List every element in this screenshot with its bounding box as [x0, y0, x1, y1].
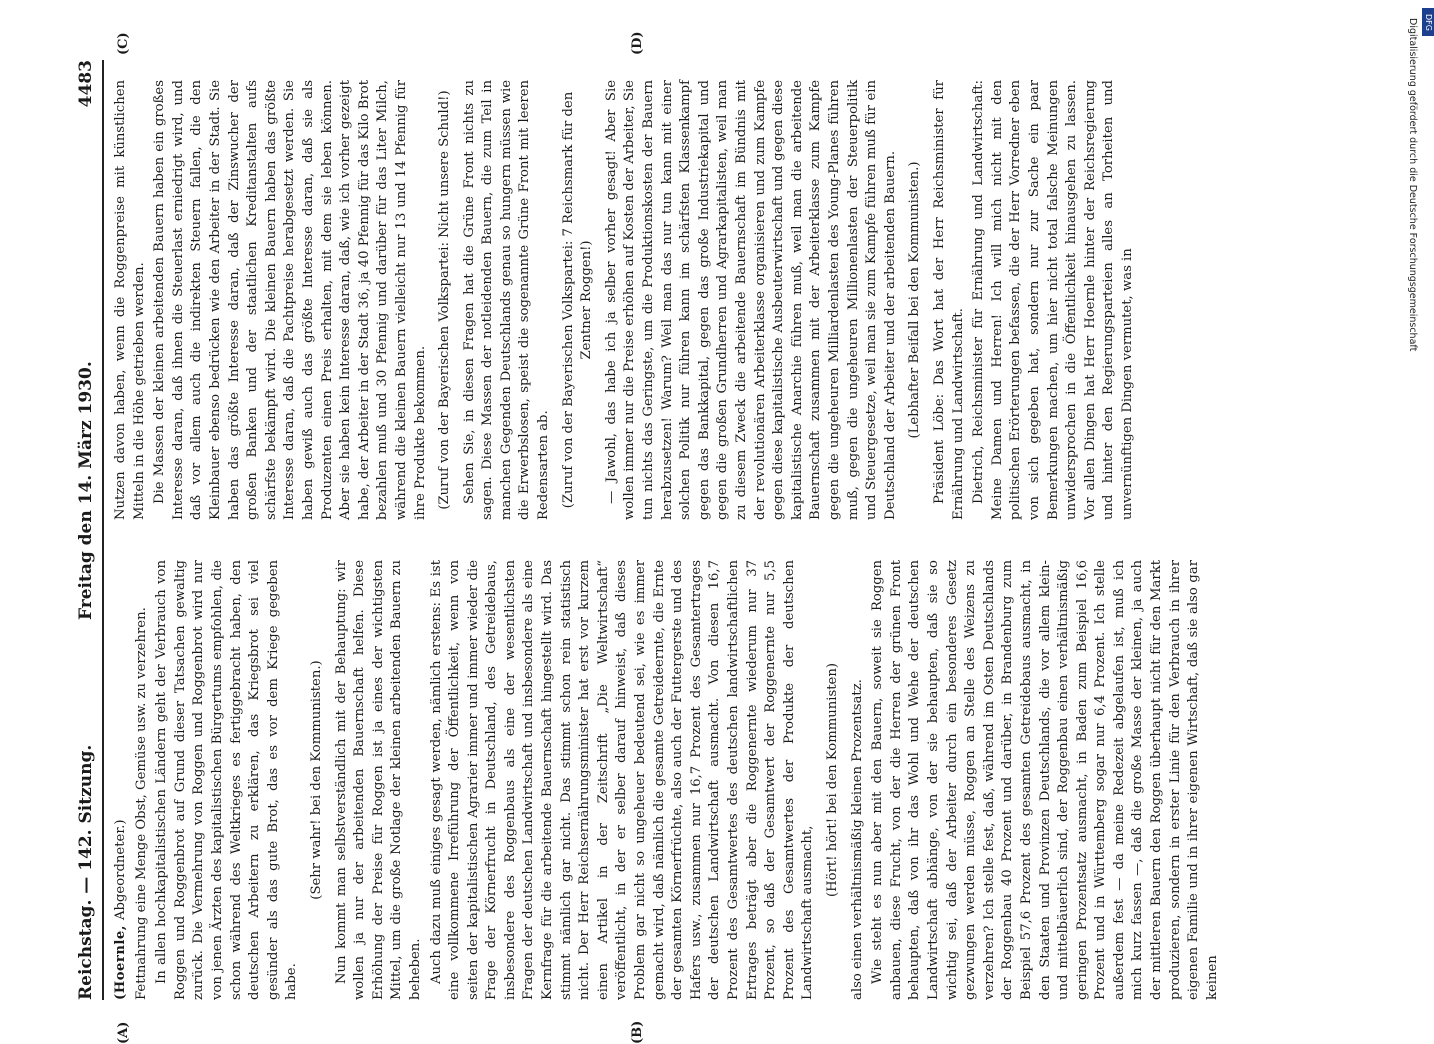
paragraph: Die Massen der kleinen arbeitenden Bauern haben ein großes Interesse daran, daß ihnen die Steuerlast erniedrigt wird, und daß vor allem auch die indirekten Steuern fallen, die den Kleinbauer ebenso bedrücken wie den Arbeiter in der Stadt. Sie haben das größte Interesse daran, daß der Zinswucher der großen Banken und der staatlichen Kreditanstalten aufs schärfste bekämpft wird. Die kleinen Bauern haben das größte Interesse daran, daß die Pachtpreise herabgesetzt werden. Sie haben gewiß auch das größte Interesse daran, daß sie als Produzenten einen Preis erhalten, mit dem sie leben können. Aber sie haben kein Interesse daran, daß, wie ich vorher gezeigt habe, der Arbeiter in der Stadt 36, ja 40 Pfennig für das Kilo Brot bezahlen muß und 30 Pfennig und darüber für das Liter Milch, während die kleinen Bauern vielleicht nur 13 und 14 Pfennig für ihre Produkte bekommen.	[152, 80, 428, 520]
page-header	[70, 60, 104, 1000]
right-column	[112, 80, 1139, 520]
header-rule	[102, 60, 104, 1000]
interjection: (Zuruf von der Bayerischen Volkspartei: 7 Reichsmark für den Zentner Roggen!)	[560, 91, 595, 509]
paragraph: Sehen Sie, in diesen Fragen hat die Grüne Front nichts zu sagen. Diese Massen der notleidenden Bauern, die zum Teil in manchen Gegenden Deutschlands genau so hungern müssen wie die Erwerbslosen, speist die sogenannte Grüne Front mit leeren Redensarten ab.	[461, 80, 552, 520]
paragraph: In allen hochkapitalistischen Ländern geht der Verbrauch von Roggen und Roggenbrot auf Grund dieser Tatsachen gewaltig zurück. Die Vermehrung von Roggen und Roggenbrot wird nur von jenen Ärzten des kapitalistischen Bürgertums empfohlen, die schon während des Weltkrieges es fertiggebracht haben, den deutschen Arbeitern zu erklären, das Kriegsbrot sei viel gesünder als das gute Brot, das es vor dem Kriege gegeben habe.	[154, 560, 300, 1000]
paragraph: also einen verhältnismäßig kleinen Prozentsatz.	[849, 679, 865, 1000]
paragraph: Dietrich, Reichsminister für Ernährung und Landwirtschaft: Meine Damen und Herren! Ich will mich nicht mit den politischen Erörterungen befassen, die der Herr Vorredner eben von sich gegeben hat, sondern nur zur Sache ein paar Bemerkungen machen, um hier nicht total falsche Meinungen unwidersprochen in die Öffentlichkeit hinausgehen zu lassen. Vor allen Dingen hat Herr Hoernle hinter der Reichsregierung und hinter den Regierungsparteien alles an Torheiten und unvernünftigen Dingen vermutet, was in	[971, 80, 1135, 520]
speaker-line	[112, 560, 131, 1000]
interjection: (Lebhafter Beifall bei den Kommunisten.)	[907, 161, 923, 439]
paragraph: Fettnahrung eine Menge Obst, Gemüse usw. zu verzehren.	[133, 607, 149, 1000]
header-date: Freitag den 14. März 1930.	[76, 361, 96, 620]
margin-mark-c: (C)	[116, 32, 131, 55]
margin-mark-a: (A)	[116, 1021, 131, 1044]
margin-mark-b: (B)	[630, 1020, 645, 1044]
speaker-name: (Hoernle,	[113, 919, 128, 1000]
dfg-logo: DFG	[1422, 8, 1434, 36]
paragraph: Nutzen davon haben, wenn die Roggenpreise mit künstlichen Mitteln in die Höhe getrieben werden.	[113, 80, 147, 520]
paragraph: Auch dazu muß einiges gesagt werden, nämlich erstens: Es ist eine vollkommene Irreführung der Öffentlichkeit, wenn von seiten der kapitalistischen Agrarier immer und immer wieder die Frage der Körnerfrucht in Deutschland, des Getreidebaus, insbesondere des Roggenbaus als eine der wesentlichsten Fragen der deutschen Landwirtschaft und insbesondere als eine Kernfrage für die arbeitende Bauernschaft hingestellt wird. Das stimmt nämlich gar nicht. Das stimmt schon rein statistisch nicht. Der Herr Reichsernährungsminister hat erst vor kurzem einen Artikel in der Zeitschrift „Die Weltwirtschaft“ veröffentlicht, in der er selber darauf hinweist, daß dieses Problem gar nicht so ungeheuer bedeutend sei, wie es immer gemacht wird, daß nämlich die gesamte Getreideernte, die Ernte der gesamten Körnerfrüchte, also auch der Futtergerste und des Hafers usw., zusammen nur 16,7 Prozent des Gesamtertrages der deutschen Landwirtschaft ausmacht. Von diesen 16,7 Prozent des Gesamtwertes des deutschen landwirtschaftlichen Ertrages beträgt aber die Roggenernte wiederum nur 37 Prozent, so daß der Gesamtwert der Roggenernte nur 5,5 Prozent des Gesamtwertes der Produkte der deutschen Landwirtschaft ausmacht,	[428, 560, 816, 1000]
speaker-role: Abgeordneter.)	[113, 819, 128, 920]
rotated-page	[70, 31, 1220, 1044]
interjection: (Zuruf von der Bayerischen Volkspartei: Nicht unsere Schuld!)	[437, 90, 453, 510]
paragraph: Wie steht es nun aber mit den Bauern, soweit sie Roggen anbauen, diese Frucht, von der die Herren der grünen Front behaupten, daß von ihr das Wohl und Wehe der deutschen Landwirtschaft abhänge, von der sie behaupten, daß sie so wichtig sei, daß der Arbeiter durch ein besonderes Gesetz gezwungen werden müsse, Roggen an Stelle des Weizens zu verzehren? Ich stelle fest, daß, während im Osten Deutschlands der Roggenbau 40 Prozent und darüber, in Brandenburg zum Beispiel 57,6 Prozent des gesamten Getreidebaus ausmacht, in den Staaten und Provinzen Deutschlands, die vor allem klein- und mittelbäuerlich sind, der Roggenbau einen verhältnismäßig geringen Prozentsatz ausmacht, in Baden zum Beispiel 16,6 Prozent und in Württemberg sogar nur 6,4 Prozent. Ich stelle außerdem fest — da meine Redezeit abgelaufen ist, muß ich mich kurz fassen —, daß die große Masse der kleinen, ja auch der mittleren Bauern den Roggen überhaupt nicht für den Markt produzieren, sondern in erster Linie für den Verbrauch in ihrer eigenen Familie und in ihrer eigenen Wirtschaft, daß sie also gar keinen	[870, 560, 1220, 1000]
digitization-credit: Digitalisierung gefördert durch die Deutsche Forschungsgemeinschaft	[1407, 18, 1418, 352]
interjection: (Sehr wahr! bei den Kommunisten.)	[308, 660, 324, 900]
interjection: (Hört! hört! bei den Kommunisten)	[824, 663, 840, 897]
header-session: Reichstag. — 142. Sitzung.	[76, 744, 96, 1000]
paragraph: Nun kommt man selbstverständlich mit der Behauptung: wir wollen ja nur der arbeitenden Bauernschaft helfen. Diese Erhöhung der Preise für Roggen ist ja eines der wichtigsten Mittel, um die große Notlage der kleinen arbeitenden Bauern zu beheben.	[333, 560, 423, 1000]
left-column	[112, 560, 1224, 1000]
paragraph: — Jawohl, das habe ich ja selber vorher gesagt! Aber Sie wollen immer nur die Preise erhöhen auf Kosten der Arbeiter, Sie tun nichts das Geringste, um die Produktionskosten der Bauern herabzusetzen! Warum? Weil man das nur tun kann mit einer solchen Politik nur führen kann im schärfsten Klassenkampf gegen das Bankkapital, gegen das große Industriekapital und gegen die großen Grundherren und Agrarkapitalisten, weil man zu diesem Zweck die arbeitende Bauernschaft im Bündnis mit der revolutionären Arbeiterklasse organisieren und zum Kampfe gegen diese kapitalistische Ausbeuterwirtschaft und gegen diese kapitalistische Anarchie führen muß, weil man die arbeitende Bauernschaft zusammen mit der Arbeiterklasse zum Kampfe gegen die ungeheuren Milliardenlasten des Young-Planes führen muß, gegen die ungeheuren Millionenlasten der Steuerpolitik und Steuergesetze, weil man sie zum Kampfe führen muß für ein Deutschland der Arbeiter und der arbeitenden Bauern.	[603, 80, 898, 520]
page-number: 4483	[76, 60, 96, 108]
margin-mark-d: (D)	[630, 31, 645, 55]
paragraph: Präsident Löbe: Das Wort hat der Herr Reichsminister für Ernährung und Landwirtschaft.	[931, 80, 966, 520]
